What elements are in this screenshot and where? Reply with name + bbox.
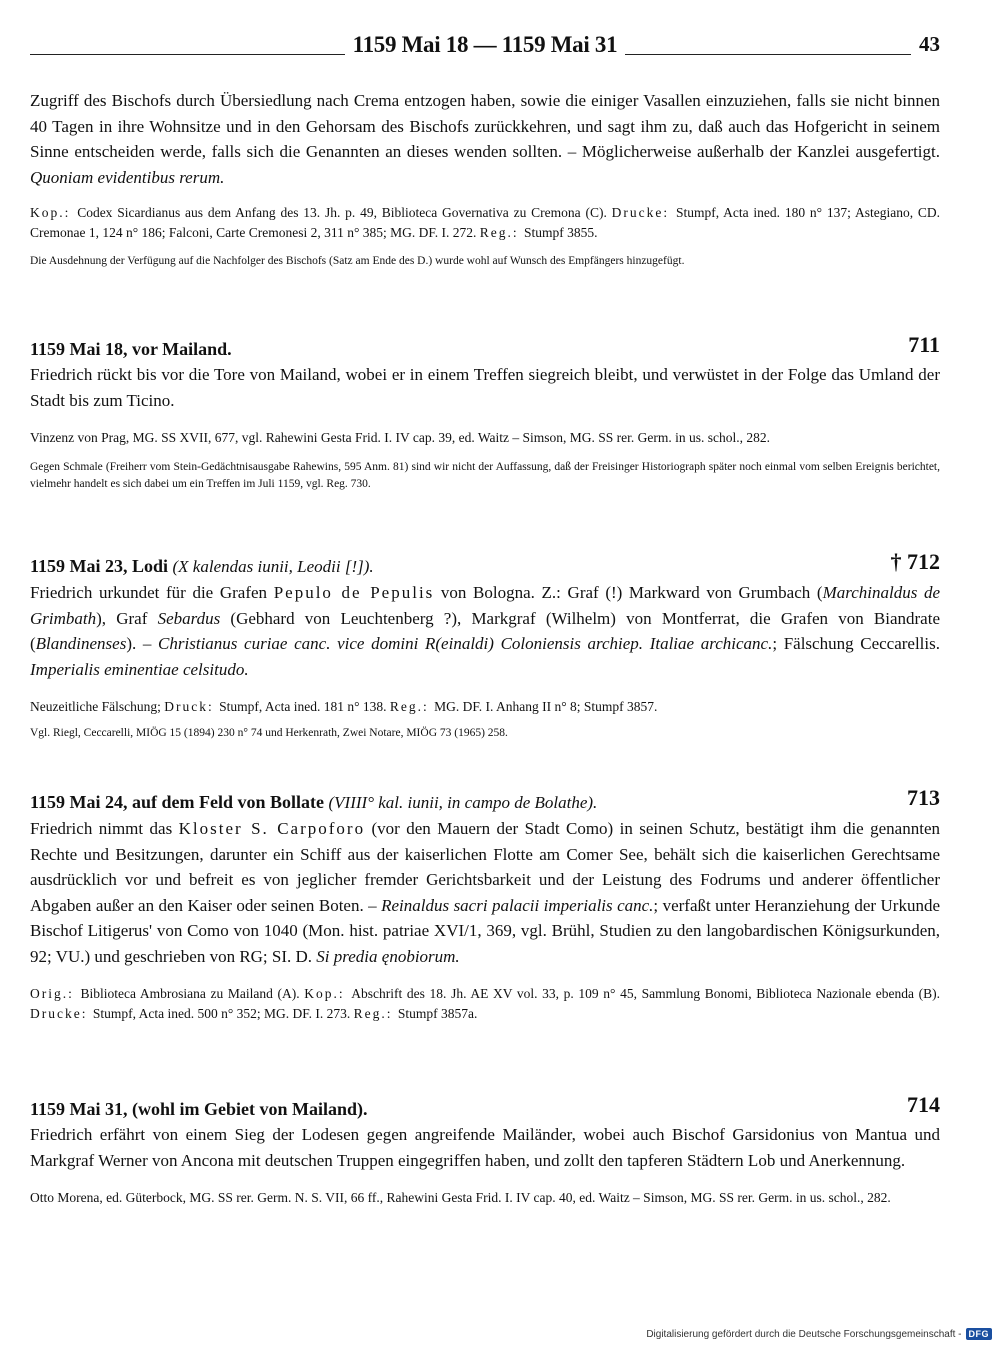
entry-sources: Neuzeitliche Fälschung; Druck: Stumpf, Acta ined. 181 n° 138. Reg.: MG. DF. I. Anhang II n° 8; Stumpf 3857.: [30, 699, 658, 714]
entry-body: Friedrich rückt bis vor die Tore von Mailand, wobei er in einem Treffen siegreich bleibt, und verwüstet in der Folge das Umland der Stadt bis zum Ticino.: [30, 365, 940, 410]
entry-sources: Kop.: Codex Sicardianus aus dem Anfang des 13. Jh. p. 49, Biblioteca Governativa zu Cremona (C). Drucke: Stumpf, Acta ined. 180 n° 137; Astegiano, CD. Cremonae 1, 124 n° 186; Falconi, Carte Cremonesi 2, 311 n° 385; MG. DF. I. 272. Reg.: Stumpf 3855.: [30, 205, 941, 240]
entry-sources: Vinzenz von Prag, MG. SS XVII, 677, vgl. Rahewini Gesta Frid. I. IV cap. 39, ed. Waitz – Simson, MG. SS rer. Germ. in us. schol., 282.: [30, 430, 771, 445]
footer-text: Digitalisierung gefördert durch die Deutsche Forschungsgemeinschaft -: [646, 1328, 962, 1340]
entry-sources: Otto Morena, ed. Güterbock, MG. SS rer. Germ. N. S. VII, 66 ff., Rahewini Gesta Frid. I. IV cap. 40, ed. Waitz – Simson, MG. SS rer. Germ. in us. schol., 282.: [30, 1190, 891, 1205]
entry-body: Friedrich erfährt von einem Sieg der Lodesen gegen angreifende Mailänder, wobei auch Bischof Garsidonius von Mantua und Markgraf Werner von Ancona mit deutschen Truppen eingegriffen haben, und zollt den tapferen Städtern Lob und Anerkennung.: [30, 1125, 940, 1170]
page-number: 43: [911, 32, 940, 57]
regest-number: 714: [907, 1092, 940, 1117]
page-header: [30, 32, 940, 62]
entry-711: [30, 332, 940, 493]
running-title: 1159 Mai 18 — 1159 Mai 31: [30, 32, 940, 58]
regest-number: † 712: [890, 549, 940, 574]
entry-body: Friedrich nimmt das Kloster S. Carpoforo (vor den Mauern der Stadt Como) in seinen Schutz, bestätigt ihm die genannten Rechte und Besitzungen, darunter ein Schiff aus der kaiserlichen Flotte am Comer See, behält sich die kaiserlichen Gerechtsame ausdrücklich vor und befreit es von jeglicher fremder Gerichtsbarkeit und der Leistung des Fodrums und anderer öffentlicher Abgaben außer an den Kaiser oder seinen Boten. – Reinaldus sacri palacii imperialis canc.; verfaßt unter Heranziehung der Urkunde Bischof Litigerus' von Como von 1040 (Mon. hist. patriae XVI/1, 369, vgl. Brühl, Studien zu den langobardischen Königsurkunden, 92; VU.) und geschrieben von RG; SI. D. Si predia ęnobiorum.: [30, 819, 940, 966]
entry-713: [30, 785, 940, 1024]
entry-heading: 1159 Mai 18, vor Mailand. 711: [30, 332, 940, 359]
entry-sources: Orig.: Biblioteca Ambrosiana zu Mailand (A). Kop.: Abschrift des 18. Jh. AE XV vol. 33, p. 109 n° 45, Sammlung Bonomi, Biblioteca Nazionale ebenda (B). Drucke: Stumpf, Acta ined. 500 n° 352; MG. DF. I. 273. Reg.: Stumpf 3857a.: [30, 986, 940, 1021]
entry-714: [30, 1092, 940, 1208]
entry-heading: 1159 Mai 24, auf dem Feld von Bollate (VIIII° kal. iunii, in campo de Bolathe). 713: [30, 785, 940, 812]
dfg-footer: [646, 1328, 992, 1340]
entry-note: Vgl. Riegl, Ceccarelli, MIÖG 15 (1894) 230 n° 74 und Herkenrath, Zwei Notare, MIÖG 73 (1965) 258.: [30, 727, 508, 739]
entry-body: Friedrich urkundet für die Grafen Pepulo de Pepulis von Bologna. Z.: Graf (!) Markward von Grumbach (Marchinaldus de Grimbath), Graf Sebardus (Gebhard von Leuchtenberg ?), Markgraf (Wilhelm) von Montferrat, die Grafen von Biandrate (Blandinenses). – Christianus curiae canc. vice domini R(einaldi) Coloniensis archiep. Italiae archicanc.; Fälschung Ceccarellis. Imperialis eminentiae celsitudo.: [30, 583, 940, 679]
entry-heading: 1159 Mai 23, Lodi (X kalendas iunii, Leodii [!]). † 712: [30, 549, 940, 576]
entry-710-continuation: [30, 88, 940, 270]
entry-heading: 1159 Mai 31, (wohl im Gebiet von Mailand). 714: [30, 1092, 940, 1119]
entry-note: Die Ausdehnung der Verfügung auf die Nachfolger des Bischofs (Satz am Ende des D.) wurde wohl auf Wunsch des Empfängers hinzugefügt.: [30, 255, 685, 267]
entry-712: [30, 549, 940, 742]
entry-body: Zugriff des Bischofs durch Übersiedlung nach Crema entzogen haben, sowie die einiger Vasallen einzuziehen, falls sie nicht binnen 40 Tagen in ihre Wohnsitze und in den Gehorsam des Bischofs zurückkehren, und sagt ihm zu, daß auch das Hofgericht in seinem Sinne entscheiden werde, falls sich die Genannten an dieses wenden sollten. – Möglicherweise außerhalb der Kanzlei ausgefertigt. Quoniam evidentibus rerum.: [30, 91, 940, 187]
dfg-logo: DFG: [966, 1328, 993, 1340]
entry-note: Gegen Schmale (Freiherr vom Stein-Gedächtnisausgabe Rahewins, 595 Anm. 81) sind wir nicht der Auffassung, daß der Freisinger Historiograph später noch einmal vom selben Ereignis berichtet, vielmehr handelt es sich dabei um ein Treffen im Juli 1159, vgl. Reg. 730.: [30, 461, 940, 490]
regest-number: 711: [908, 332, 940, 357]
regest-number: 713: [907, 785, 940, 810]
